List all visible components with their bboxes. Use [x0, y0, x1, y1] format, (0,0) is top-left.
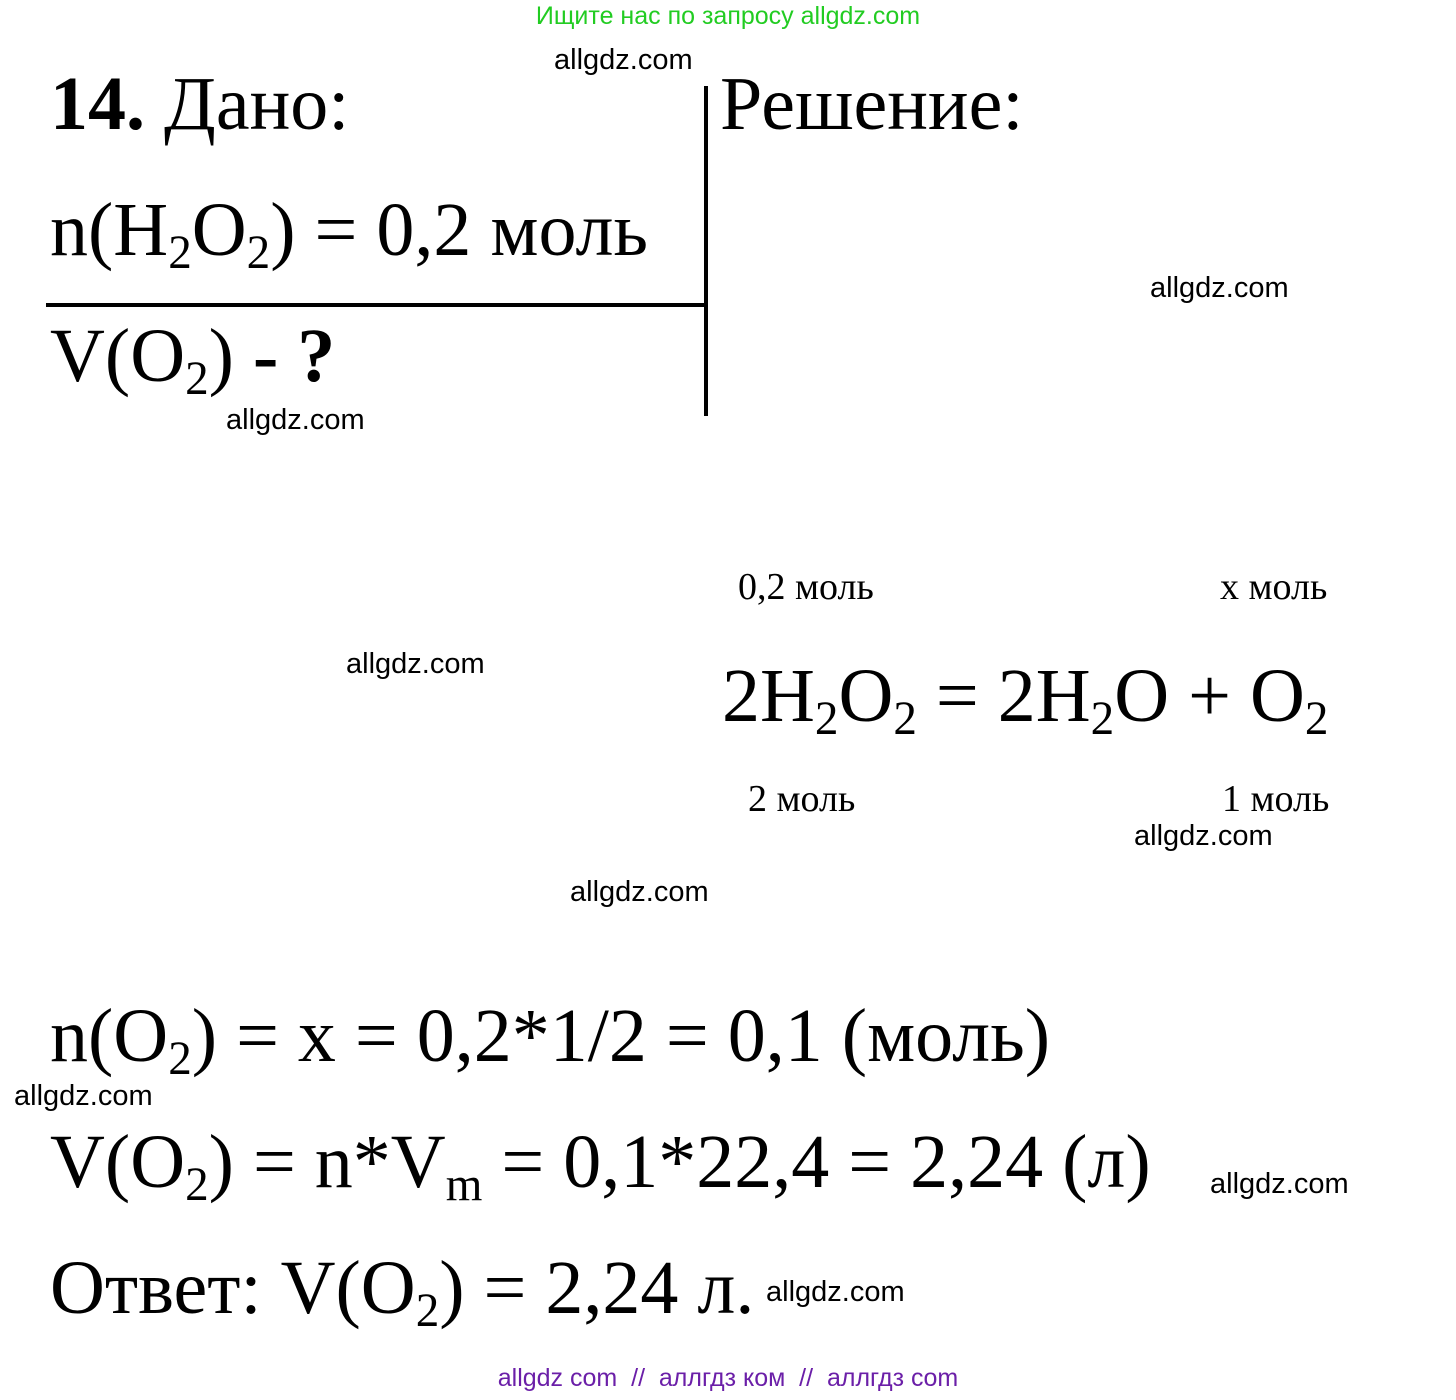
answer-line — [50, 1246, 755, 1338]
answer-text: ) = 2,24 л. — [439, 1246, 755, 1330]
solution-title: Решение: — [720, 62, 1024, 146]
watermark: allgdz.com — [226, 404, 365, 436]
subscript: 2 — [168, 227, 192, 280]
given-text: O — [191, 188, 247, 272]
watermark: allgdz.com — [766, 1276, 905, 1308]
calc-text: ) = n*V — [208, 1120, 446, 1204]
given-text: ) = 0,2 моль — [270, 188, 649, 272]
footer-links[interactable]: allgdz com // аллгдз ком // аллгдз com — [497, 1364, 959, 1392]
mole-below-right: 1 моль — [1222, 778, 1330, 820]
subscript: 2 — [246, 227, 271, 280]
calc-line-amount — [50, 994, 1051, 1086]
find-text: ) — [208, 314, 234, 398]
equation-text: = 2H — [916, 654, 1091, 738]
subscript: 2 — [893, 693, 917, 746]
calc-text: = 0,1*22,4 = 2,24 (л) — [482, 1120, 1151, 1204]
mole-above-left: 0,2 моль — [738, 566, 874, 608]
problem-heading — [50, 62, 350, 146]
given-line — [50, 188, 649, 280]
watermark: allgdz.com — [1134, 820, 1273, 852]
subscript: 2 — [185, 1159, 209, 1212]
subscript: 2 — [1304, 693, 1329, 746]
given-divider-vertical — [704, 86, 708, 416]
given-text: n(H — [50, 188, 169, 272]
subscript: m — [445, 1159, 483, 1212]
watermark: allgdz.com — [554, 44, 693, 76]
watermark: allgdz.com — [346, 648, 485, 680]
find-question: - ? — [233, 314, 336, 398]
equation-text: O + O — [1114, 654, 1305, 738]
subscript: 2 — [814, 693, 839, 746]
calc-text: V(O — [50, 1120, 186, 1204]
mole-above-right: x моль — [1220, 566, 1328, 608]
find-text: V(O — [50, 314, 186, 398]
calc-line-volume — [50, 1120, 1151, 1212]
given-divider-horizontal — [46, 303, 706, 307]
subscript: 2 — [1090, 693, 1115, 746]
subscript: 2 — [415, 1285, 440, 1338]
calc-text: ) = x = 0,2*1/2 = 0,1 (моль) — [191, 994, 1051, 1078]
calc-text: n(O — [50, 994, 169, 1078]
subscript: 2 — [168, 1033, 192, 1086]
watermark: allgdz.com — [1150, 272, 1289, 304]
given-title: Дано: — [164, 62, 350, 146]
mole-below-left: 2 моль — [748, 778, 856, 820]
problem-number: 14. — [50, 62, 145, 146]
subscript: 2 — [185, 353, 209, 406]
equation-text: O — [838, 654, 894, 738]
find-line — [50, 314, 336, 406]
equation-text: 2H — [722, 654, 815, 738]
top-banner-link[interactable]: Ищите нас по запросу allgdz.com — [535, 2, 921, 30]
reaction-equation — [722, 654, 1329, 746]
watermark: allgdz.com — [14, 1080, 153, 1112]
watermark: allgdz.com — [1210, 1168, 1349, 1200]
answer-text: Ответ: V(O — [50, 1246, 416, 1330]
watermark: allgdz.com — [570, 876, 709, 908]
